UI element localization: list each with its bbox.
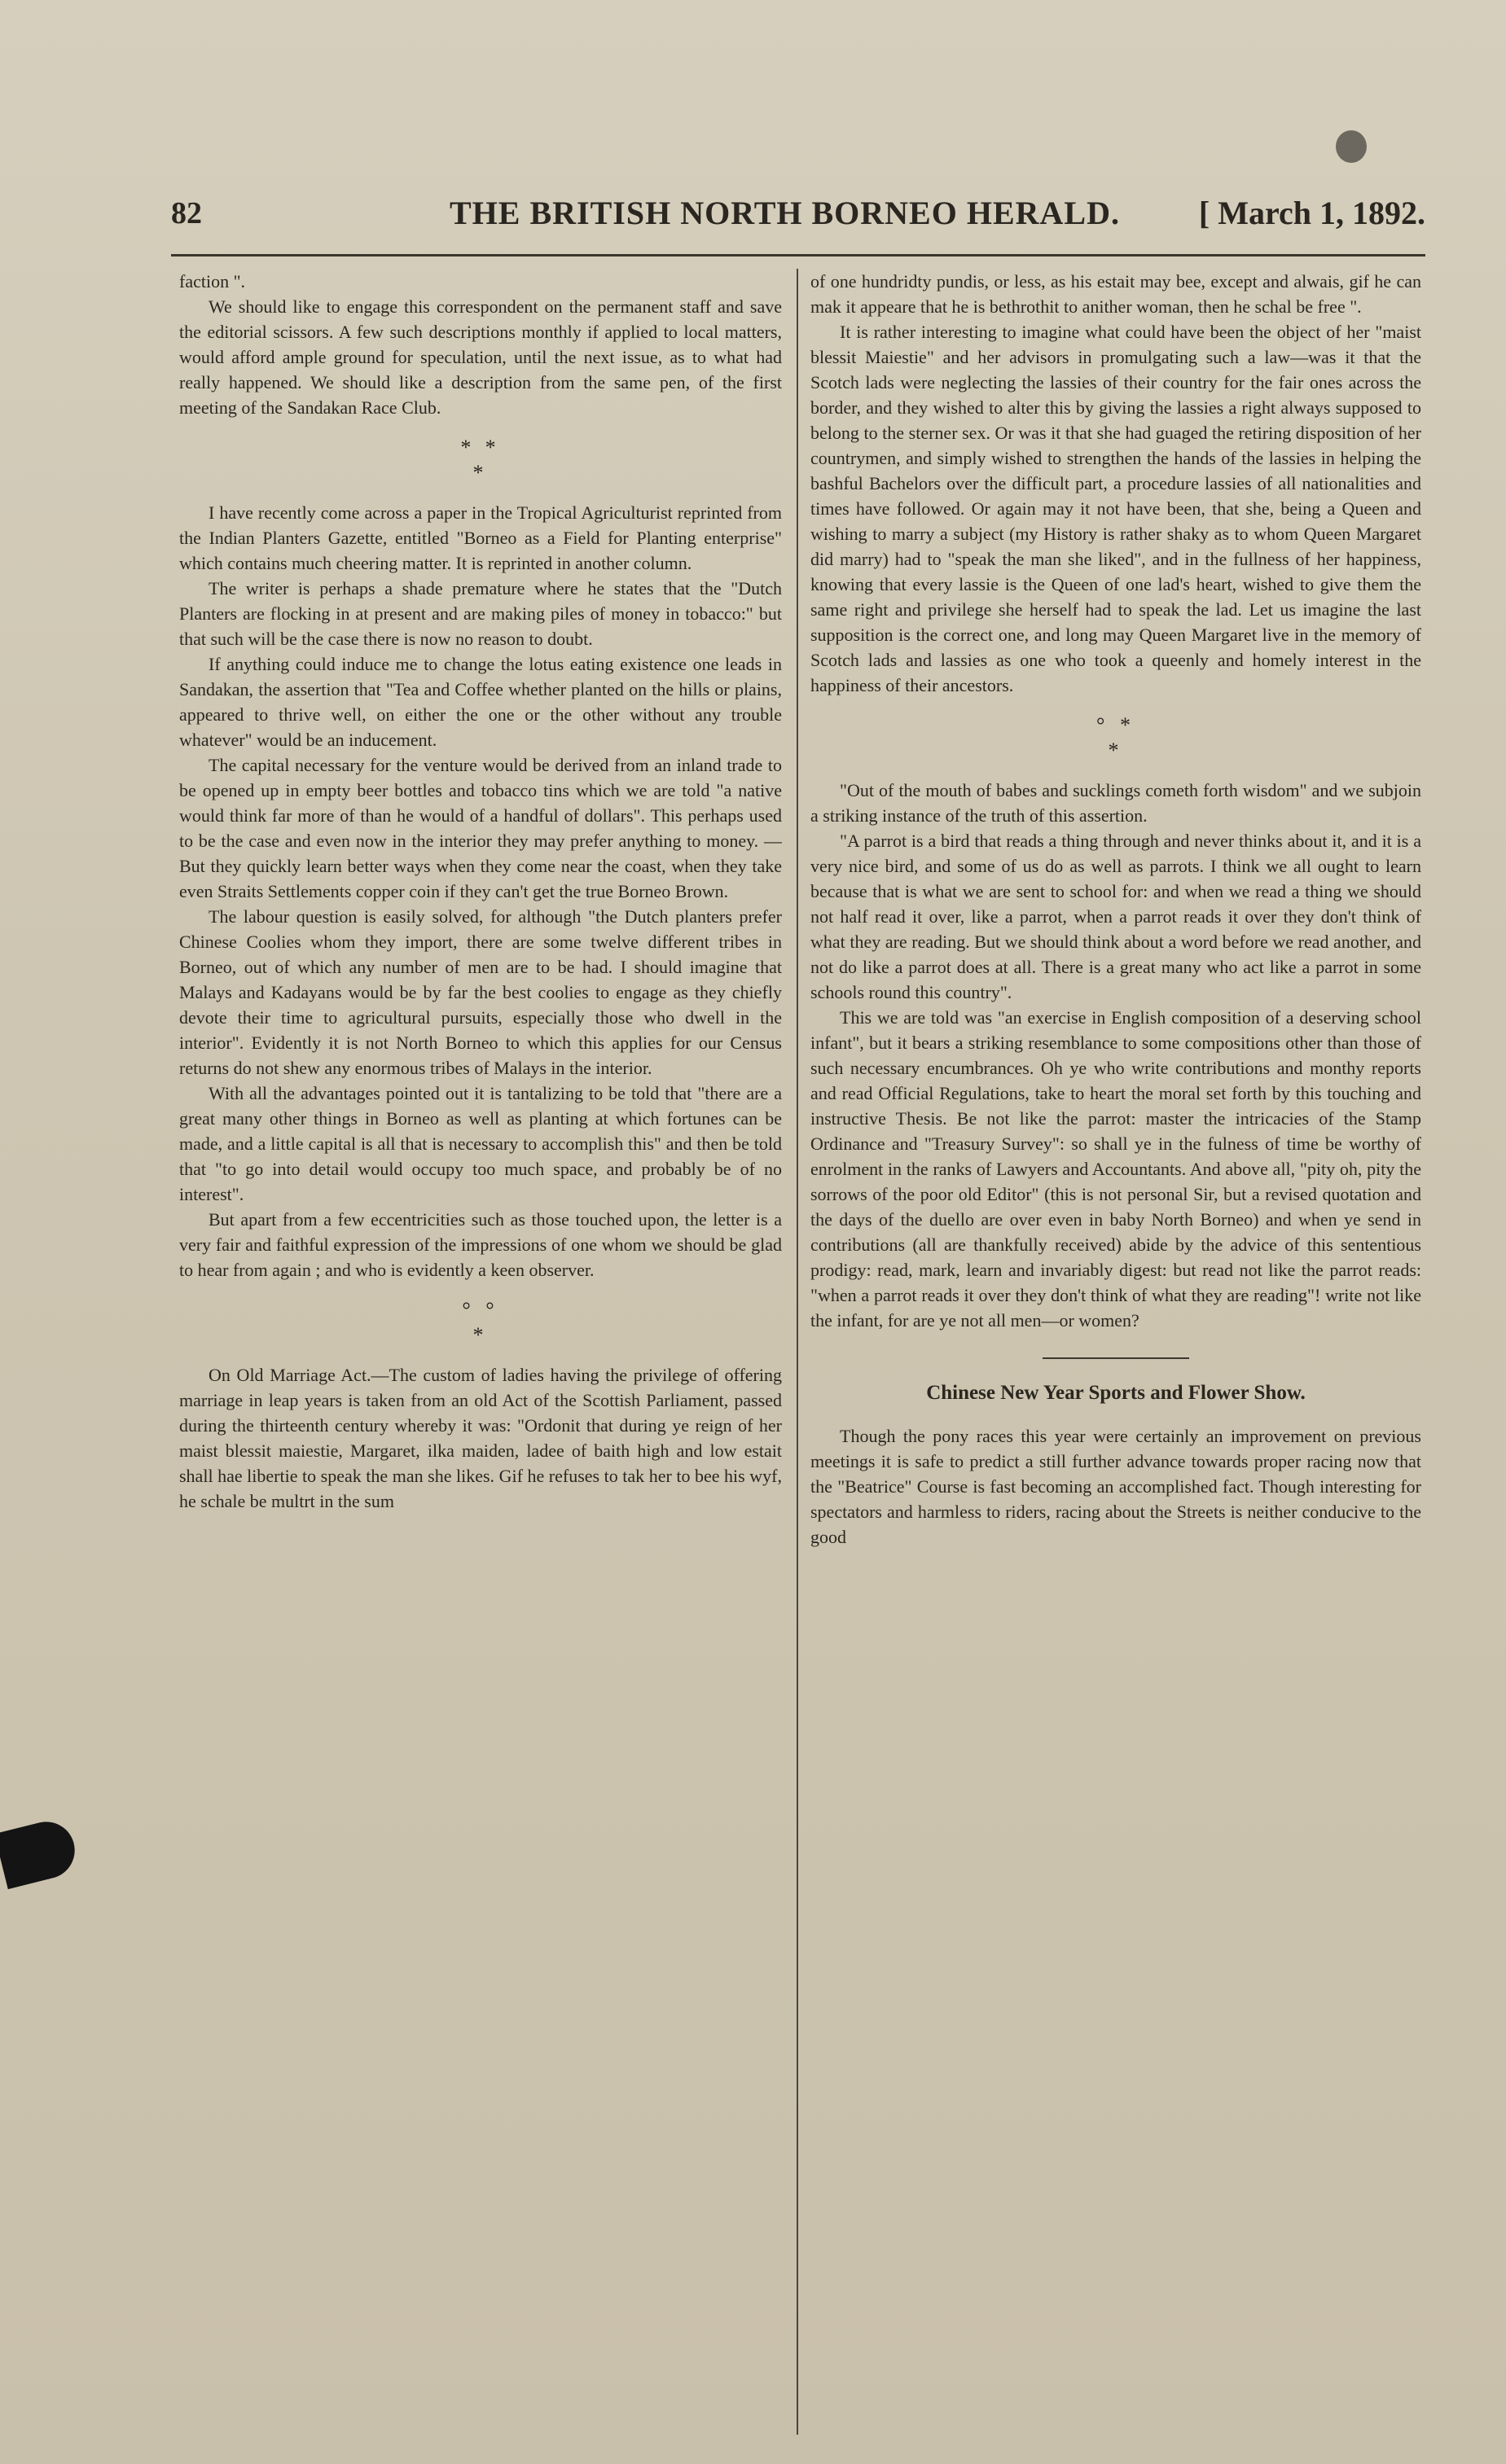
paragraph: On Old Marriage Act.—The custom of ladies having the privilege of offering marriage in leap years is taken from an old Act of the Scottish Parliament, passed during the thirteenth century whereby it was: "Ordonit that during ye reign of her maist blessit maiestie, Margaret, ilka maiden, ladee of baith high and low estait shall hae libertie to speak the man she likes. Gif he refuses to tak her to bee his wyf, he schale be multrt in the sum	[179, 1365, 782, 1511]
right-column	[810, 269, 1421, 2451]
paragraph: Though the pony races this year were certainly an improvement on previous meetings it is safe to predict a still further advance towards proper racing now that the "Beatrice" Course is fast becoming an accomplished fact. Though interesting for spectators and harmless to riders, racing about the Streets is neither conducive to the good	[810, 1426, 1421, 1547]
paragraph: "Out of the mouth of babes and sucklings cometh forth wisdom" and we subjoin a striking instance of the truth of this assertion.	[810, 780, 1421, 826]
section-heading: Chinese New Year Sports and Flower Show.	[926, 1382, 1306, 1404]
paragraph: of one hundridty pundis, or less, as his estait may bee, except and alwais, gif he can mak it appeare that he is bethrothit to anither woman, then he schal be free ".	[810, 271, 1421, 317]
page-header	[171, 189, 1425, 246]
header-rule	[171, 254, 1425, 256]
paragraph: The writer is perhaps a shade premature where he states that the "Dutch Planters are flocking in at present and are making piles of money in tobacco:" but that such will be the case there is now no reason to doubt.	[179, 578, 782, 649]
asterism: ° * *	[1096, 713, 1135, 762]
paragraph: This we are told was "an exercise in English composition of a deserving school infant", but it bears a striking resemblance to some compositions other than those of such necessary encumbrances. Oh ye who write contributions and monthy reports and read Official Regulations, take to heart the moral set forth by this touching and instructive Thesis. Be not like the parrot: master the intricacies of the Stamp Ordinance and "Treasury Survey": so shall ye in the fulness of time be worthy of enrolment in the ranks of Lawyers and Accountants. And above all, "pity oh, pity the sorrows of the poor old Editor" (this is not personal Sir, but a revised quotation and the days of the duello are over even in baby North Borneo) and when ye send in contributions (all are thankfully received) abide by the advice of this sententious prodigy: read, mark, learn and invariably digest: but read not like the parrot reads: "when a parrot reads it over they don't think of what they are reading"! write not like the infant, for are ye not all men—or women?	[810, 1007, 1421, 1331]
newspaper-title: THE BRITISH NORTH BORNEO HERALD.	[450, 195, 1120, 231]
paragraph: I have recently come across a paper in the Tropical Agriculturist reprinted from the Indian Planters Gazette, entitled "Borneo as a Field for Planting enterprise" which contains much cheering matter. It is reprinted in another column.	[179, 502, 782, 573]
paragraph: faction ".	[179, 271, 246, 292]
paragraph: With all the advantages pointed out it is tantalizing to be told that "there are a great many other things in Borneo as well as planting at which fortunes can be made, and a little capital is all that is necessary to accomplish this" and then be told that "to go into detail would occupy too much space, and probably be of no interest".	[179, 1083, 782, 1204]
paragraph: We should like to engage this correspondent on the permanent staff and save the editorial scissors. A few such descriptions monthly if applied to local matters, would afford ample ground for speculation, until the next issue, as to what had really happened. We should like a description from the same pen, of the first meeting of the Sandakan Race Club.	[179, 296, 782, 418]
asterism: ° ° *	[462, 1298, 499, 1347]
section-rule	[1043, 1357, 1189, 1359]
paragraph: "A parrot is a bird that reads a thing through and never thinks about it, and it is a very nice bird, and some of us do as well as parrots. I think we all ought to learn because that is what we are sent to school for: and when we read a thing we should not half read it over, like a parrot, when a parrot reads it over they don't think of what they are reading. But we should think about a word before we read another, and not do like a parrot does at all. There is a great many who act like a parrot in some schools round this country".	[810, 831, 1421, 1002]
left-column	[179, 269, 782, 2451]
paragraph: If anything could induce me to change the lotus eating existence one leads in Sandakan, the assertion that "Tea and Coffee whether planted on the hills or plains, appeared to thrive well, on either the one or the other without any trouble whatever" would be an inducement.	[179, 654, 782, 750]
paragraph: The labour question is easily solved, for although "the Dutch planters prefer Chinese Coolies whom they import, there are some twelve different tribes in Borneo, out of which any number of men are to be had. I should imagine that Malays and Kadayans would be by far the best coolies to engage as they chiefly devote their time to agricultural pursuits, especially those who dwell in the interior". Evidently it is not North Borneo to which this applies for our Census returns do not shew any enormous tribes of Malays in the interior.	[179, 906, 782, 1078]
paragraph: The capital necessary for the venture would be derived from an inland trade to be opened up in empty beer bottles and tobacco tins which we are told "a native would think far more of than he would of a handful of dollars". This perhaps used to be the case and even now in the interior they may prefer anything to money. —But they quickly learn better ways when they come near the coast, when they take even Straits Settlements copper coin if they can't get the true Borneo Brown.	[179, 755, 782, 901]
paragraph: It is rather interesting to imagine what could have been the object of her "maist blessit Maiestie" and her advisors in promulgating such a law—was it that the Scotch lads were neglecting the lassies of their country for the fair ones across the border, and they wished to alter this by giving the lassies a right always supposed to belong to the sterner sex. Or was it that she had guaged the retiring disposition of her countrymen, and simply wished to strengthen the hands of the lassies in helping the bashful Bachelors over the difficult part, a procedure lassies of all nationalities and times have followed. Or again may it not have been, that she, being a Queen and wishing to marry a subject (my History is rather shaky as to whom Queen Margaret did marry) had to "speak the man she liked", and in the fullness of her happiness, knowing that every lassie is the Queen of one lad's heart, wished to give them the same right and privilege she herself had to speak the lad. Let us imagine the last supposition is the correct one, and long may Queen Margaret live in the memory of Scotch lads and lassies as one who took a queenly and homely interest in the happiness of their ancestors.	[810, 322, 1421, 695]
column-divider	[797, 269, 798, 2435]
page-number: 82	[171, 196, 202, 230]
asterism: * * *	[460, 436, 501, 484]
issue-date: [ March 1, 1892.	[1198, 195, 1425, 231]
ink-blot	[1336, 130, 1367, 163]
binding-clip-mark	[0, 1816, 81, 1889]
paragraph: But apart from a few eccentricities such as those touched upon, the letter is a very fair and faithful expression of the impressions of one whom we should be glad to hear from again ; and who is evidently a keen observer.	[179, 1209, 782, 1280]
